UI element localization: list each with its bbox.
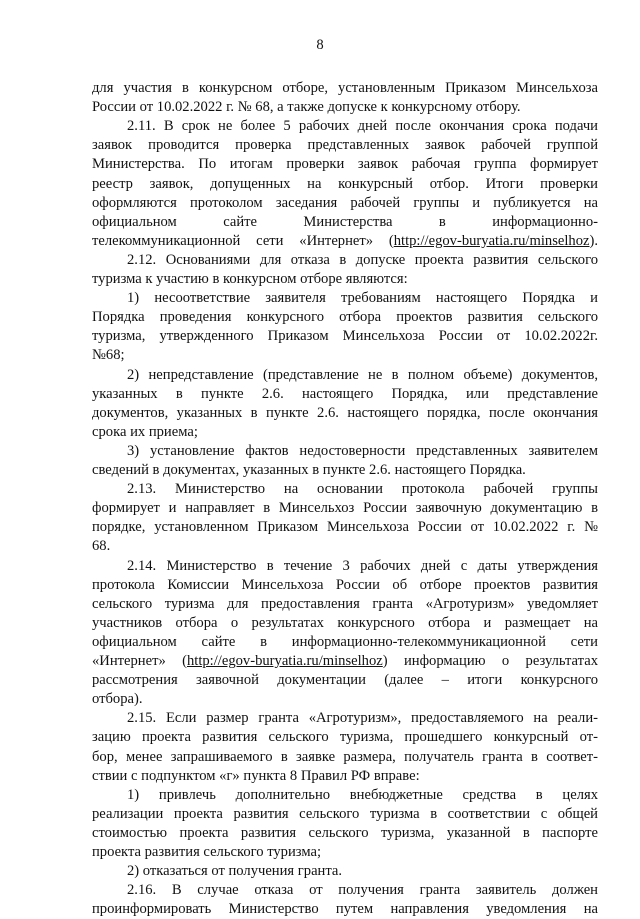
line-text: телекоммуникационной сети «Интернет» (: [92, 232, 394, 249]
text-line: [92, 748, 598, 767]
text-line: [127, 557, 598, 576]
line-text: бор, менее запрашиваемого в заявке размера, получатель гранта в соответ-: [92, 748, 598, 765]
text-line: [127, 251, 598, 270]
line-text: сведений в документах, указанных в пункте 2.6. настоящего Порядка.: [92, 462, 526, 478]
text-line: [127, 480, 598, 499]
line-text: официальном сайте в информационно-телекоммуникационной сети: [92, 633, 598, 650]
line-text: отбора).: [92, 691, 143, 708]
line-text: 2) отказаться от получения гранта.: [127, 863, 343, 880]
text-line: [92, 308, 598, 327]
text-line: [92, 728, 598, 747]
text-line: [127, 289, 598, 308]
line-text: «Интернет» (: [92, 653, 187, 669]
text-line: [92, 690, 598, 709]
line-text: Порядка проведения конкурсного отбора проектов развития сельского: [92, 309, 598, 326]
line-text: сельского туризма для предоставления гранта «Агротуризм» уведомляет: [92, 595, 598, 612]
text-line: [92, 614, 598, 633]
line-text: 1) несоответствие заявителя требованиям настоящего Порядка и: [127, 290, 598, 307]
line-text: стоимостью проекта развития сельского туризма, указанной в паспорте: [92, 824, 598, 841]
line-text: №68;: [92, 347, 125, 364]
text-line: [127, 117, 598, 136]
line-text: проекта развития сельского туризма;: [92, 844, 322, 860]
line-text: России от 10.02.2022 г. № 68, а также допуске к конкурсному отбору.: [92, 99, 521, 116]
line-text: документов, указанных в пункте 2.6. настоящего порядка, после окончания: [92, 404, 598, 421]
line-text: участников отбора о результатах конкурсного отбора и размещает на: [92, 614, 598, 631]
text-line: [92, 346, 598, 365]
line-text: проинформировать Министерство путем направления уведомления на: [92, 901, 598, 918]
text-line: [92, 136, 598, 155]
text-line: [92, 327, 598, 346]
text-line: [92, 79, 598, 98]
line-text: рассмотрения заявочной документации (далее – итоги конкурсного: [92, 672, 598, 689]
text-line: [92, 385, 598, 404]
line-text-tail: ).: [589, 232, 598, 249]
text-line: [92, 671, 598, 690]
line-text: туризма, утвержденного Приказом Минсельхоза России от 10.02.2022г.: [92, 328, 598, 345]
text-line: [127, 862, 598, 881]
text-line: [92, 595, 598, 614]
text-line: [92, 499, 598, 518]
text-line: [92, 232, 598, 251]
line-text: 2.12. Основаниями для отказа в допуске проекта развития сельского: [127, 251, 598, 268]
line-text: ствии с подпунктом «г» пункта 8 Правил РФ вправе:: [92, 767, 420, 784]
line-text: 2.16. В случае отказа от получения гранта заявитель должен: [127, 882, 598, 899]
text-line: [92, 537, 598, 556]
line-text: оформляются протоколом заседания рабочей группы и публикуется на: [92, 194, 598, 211]
line-text: туризма к участию в конкурсном отборе являются:: [92, 271, 408, 287]
line-text: зацию проекта развития сельского туризма, прошедшего конкурсный от-: [92, 729, 598, 746]
line-text: 2.11. В срок не более 5 рабочих дней после окончания срока подачи: [127, 118, 598, 135]
text-line: [92, 270, 598, 289]
text-line: [92, 461, 598, 480]
text-line: [92, 518, 598, 537]
line-text: 3) установление фактов недостоверности представленных заявителем: [127, 442, 598, 459]
line-text-tail: ) информацию о результатах: [382, 653, 598, 669]
text-line: [92, 843, 598, 862]
text-line: [127, 881, 598, 900]
line-text: 2.13. Министерство на основании протокола рабочей группы: [127, 481, 598, 498]
text-line: [92, 767, 598, 786]
line-text: 1) привлечь дополнительно внебюджетные средства в целях: [127, 786, 598, 803]
line-text: срока их приема;: [92, 423, 198, 440]
line-text: реестр заявок, допущенных на конкурсный отбор. Итоги проверки: [92, 175, 598, 192]
text-line: [92, 633, 598, 652]
line-text: указанных в пункте 2.6. настоящего Порядка, или представление: [92, 385, 598, 402]
text-line: [92, 805, 598, 824]
page-number: 8: [316, 37, 324, 53]
text-line: [127, 442, 598, 461]
line-text: протокола Комиссии Минсельхоза России об отборе проектов развития: [92, 576, 598, 593]
text-line: [92, 175, 598, 194]
line-text: 2) непредставление (представление не в полном объеме) документов,: [127, 366, 598, 383]
text-line: [92, 404, 598, 423]
text-line: [92, 652, 598, 671]
text-line: [92, 155, 598, 174]
text-line: [92, 194, 598, 213]
text-line: [127, 709, 598, 728]
line-text: для участия в конкурсном отборе, установленным Приказом Минсельхоза: [92, 80, 598, 96]
text-line: [92, 576, 598, 595]
text-line: [92, 423, 598, 442]
line-text: порядке, установленном Приказом Минсельхоза России от 10.02.2022 г. №: [92, 519, 598, 536]
text-line: [92, 98, 598, 117]
ministry-website-link[interactable]: http://egov-buryatia.ru/minselhoz: [393, 232, 590, 249]
line-text: 2.15. Если размер гранта «Агротуризм», предоставляемого на реали-: [127, 710, 598, 727]
line-text: заявок проводится проверка представленных заявок рабочей группой: [92, 137, 598, 154]
line-text: Министерства. По итогам проверки заявок рабочая группа формирует: [92, 156, 598, 173]
line-text: 68.: [92, 538, 111, 555]
text-line: [127, 366, 598, 385]
text-line: [92, 824, 598, 843]
text-line: [127, 786, 598, 805]
line-text: 2.14. Министерство в течение 3 рабочих дней с даты утверждения: [127, 557, 598, 574]
text-line: [92, 213, 598, 232]
line-text: официальном сайте Министерства в информационно-: [92, 213, 598, 230]
line-text: реализации проекта развития сельского туризма в соответствии с общей: [92, 805, 598, 822]
line-text: формирует и направляет в Минсельхоз России заявочную документацию в: [92, 500, 598, 517]
ministry-website-link[interactable]: http://egov-buryatia.ru/minselhoz: [186, 653, 383, 669]
text-line: [92, 900, 598, 919]
